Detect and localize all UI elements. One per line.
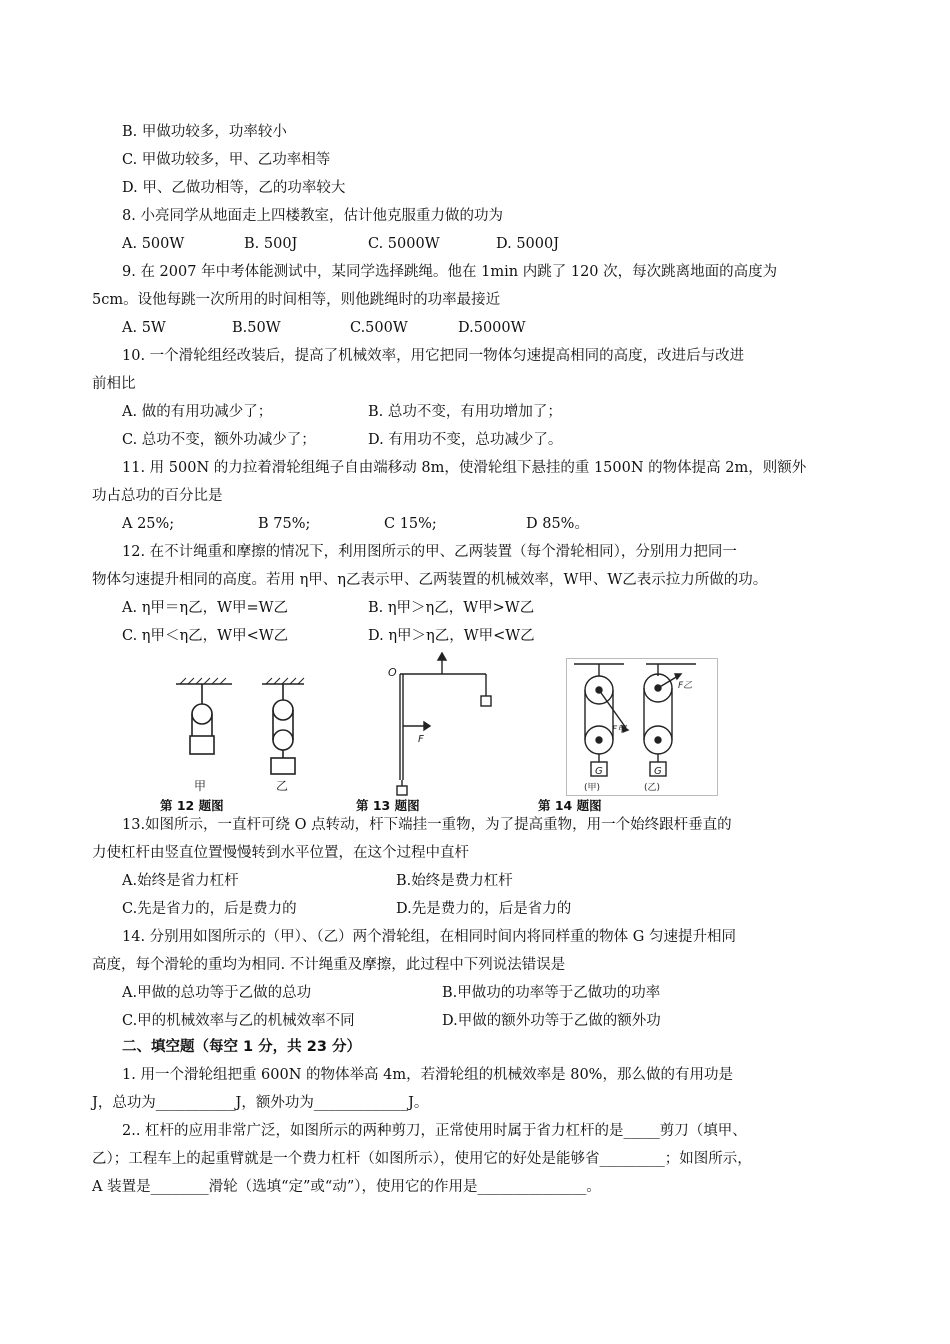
fill2-line1: 2.. 杠杆的应用非常广泛，如图所示的两种剪刀，正常使用时属于省力杠杆的是_____剪刀（填甲、 (122, 1123, 747, 1139)
fig14-label-f-yi: F乙 (678, 681, 693, 691)
q10-stem-line2: 前相比 (92, 376, 136, 392)
q14-option-d: D.甲做的额外功等于乙做的额外功 (442, 1013, 661, 1029)
q10-option-a: A. 做的有用功减少了； (122, 404, 273, 420)
fig14-caption: 第 14 题图 (538, 798, 602, 813)
q13-stem-line2: 力使杠杆由竖直位置慢慢转到水平位置，在这个过程中直杆 (92, 845, 469, 861)
q13-option-a: A.始终是省力杠杆 (122, 873, 239, 889)
fig13-lever-diagram (386, 652, 506, 796)
q12-option-d: D. η甲＞η乙，W甲<W乙 (368, 628, 535, 644)
section2-title: 二、填空题（每空 1 分，共 23 分） (122, 1039, 361, 1055)
q13-option-d: D.先是费力的，后是省力的 (396, 901, 572, 917)
fig12-caption: 第 12 题图 (160, 798, 224, 813)
q12-option-b: B. η甲＞η乙，W甲>W乙 (368, 600, 535, 616)
fig14-label-g-yi: G (654, 766, 662, 777)
q10-stem-line1: 10. 一个滑轮组经改装后，提高了机械效率，用它把同一物体匀速提高相同的高度，改进后与改进 (122, 348, 745, 364)
q14-option-a: A.甲做的总功等于乙做的总功 (122, 985, 312, 1001)
fill1-line2: J，总功为___________J，额外功为_____________J。 (92, 1095, 429, 1111)
q7-option-c: C. 甲做功较多，甲、乙功率相等 (122, 152, 331, 168)
fill1-line1: 1. 用一个滑轮组把重 600N 的物体举高 4m，若滑轮组的机械效率是 80%，那么做的有用功是 (122, 1067, 733, 1083)
fig12-label-yi: 乙 (276, 779, 289, 793)
fig12-label-jia: 甲 (194, 779, 207, 793)
q12-option-a: A. η甲＝η乙，W甲=W乙 (122, 600, 289, 616)
q11-option-c: C 15%; (384, 516, 437, 532)
q8-option-d: D. 5000J (496, 236, 560, 252)
q10-option-c: C. 总功不变，额外功减少了； (122, 432, 316, 448)
fig13-label-o: O (388, 666, 397, 679)
q7-option-d: D. 甲、乙做功相等，乙的功率较大 (122, 180, 346, 196)
q11-option-a: A 25%; (122, 516, 175, 532)
q13-stem-line1: 13.如图所示，一直杆可绕 O 点转动，杆下端挂一重物，为了提高重物，用一个始终跟杆垂直的 (122, 817, 732, 833)
q8-option-c: C. 5000W (368, 236, 440, 252)
q12-stem-line2: 物体匀速提升相同的高度。若用 η甲、η乙表示甲、乙两装置的机械效率，W甲、W乙表示拉力所做的功。 (92, 572, 768, 588)
q11-option-d: D 85%。 (526, 516, 589, 532)
q8-stem: 8. 小亮同学从地面走上四楼教室，估计他克服重力做的功为 (122, 208, 503, 224)
fig13-caption: 第 13 题图 (356, 798, 420, 813)
q8-option-a: A. 500W (122, 236, 185, 252)
q11-stem-line1: 11. 用 500N 的力拉着滑轮组绳子自由端移动 8m，使滑轮组下悬挂的重 1500N 的物体提高 2m，则额外 (122, 460, 807, 476)
fill2-line2: 乙）；工程车上的起重臂就是一个费力杠杆（如图所示），使用它的好处是能够省_________；如图所示， (92, 1151, 752, 1167)
q9-option-a: A. 5W (122, 320, 166, 336)
q12-stem-line1: 12. 在不计绳重和摩擦的情况下，利用图所示的甲、乙两装置（每个滑轮相同），分别用力把同一 (122, 544, 737, 560)
q10-option-d: D. 有用功不变，总功减少了。 (368, 432, 563, 448)
q9-stem-line2: 5cm。设他每跳一次所用的时间相等，则他跳绳时的功率最接近 (92, 292, 501, 308)
q7-option-b: B. 甲做功较多，功率较小 (122, 124, 287, 140)
q13-option-b: B.始终是费力杠杆 (396, 873, 513, 889)
fig14-label-yi: (乙) (644, 783, 661, 793)
q9-option-d: D.5000W (458, 320, 526, 336)
q9-option-c: C.500W (350, 320, 408, 336)
q9-option-b: B.50W (232, 320, 281, 336)
q9-stem-line1: 9. 在 2007 年中考体能测试中，某同学选择跳绳。他在 1min 内跳了 120 次，每次跳离地面的高度为 (122, 264, 778, 280)
q8-option-b: B. 500J (244, 236, 298, 252)
q12-option-c: C. η甲＜η乙，W甲<W乙 (122, 628, 289, 644)
q14-option-c: C.甲的机械效率与乙的机械效率不同 (122, 1013, 355, 1029)
q14-stem-line1: 14. 分别用如图所示的（甲）、（乙）两个滑轮组，在相同时间内将同样重的物体 G 匀速提升相同 (122, 929, 736, 945)
fig12-pulley-diagram (172, 676, 322, 796)
fig14-label-f-jia: F甲 (612, 725, 627, 735)
q11-option-b: B 75%; (258, 516, 311, 532)
q10-option-b: B. 总功不变，有用功增加了； (368, 404, 562, 420)
fig14-label-jia: (甲) (584, 783, 601, 793)
q13-option-c: C.先是省力的，后是费力的 (122, 901, 297, 917)
fig13-label-f: F (418, 734, 424, 745)
q14-option-b: B.甲做功的功率等于乙做功的功率 (442, 985, 661, 1001)
fig14-label-g-jia: G (595, 766, 603, 777)
fill2-line3: A 装置是________滑轮（选填“定”或“动”），使用它的作用是_______________。 (92, 1179, 601, 1195)
q14-stem-line2: 高度，每个滑轮的重均为相同. 不计绳重及摩擦，此过程中下列说法错误是 (92, 957, 566, 973)
fig14-pulley-diagram (566, 658, 718, 796)
q11-stem-line2: 功占总功的百分比是 (92, 488, 223, 504)
